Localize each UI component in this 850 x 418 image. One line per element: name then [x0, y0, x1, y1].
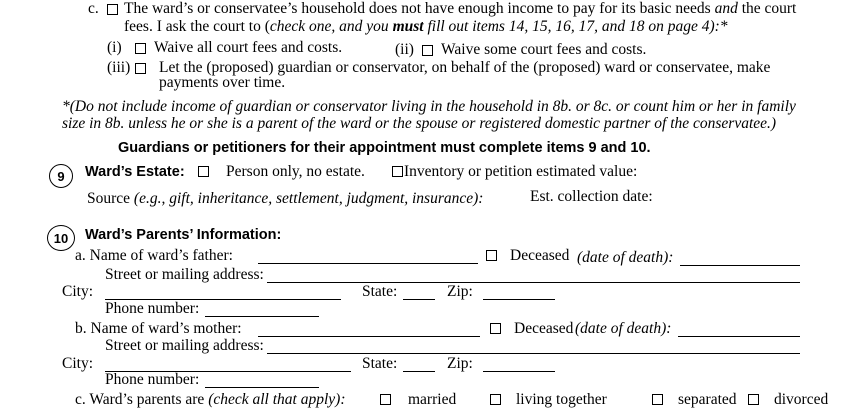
inventory-checkbox[interactable] [392, 166, 403, 177]
father-phone-field[interactable] [205, 316, 319, 317]
wards-parents-heading: Ward’s Parents’ Information: [85, 227, 282, 243]
mother-name-field[interactable] [258, 336, 480, 337]
mother-date-of-death-label: (date of death): [575, 320, 672, 337]
option-ii-label: (ii) [395, 41, 414, 58]
person-only-label: Person only, no estate. [226, 163, 365, 180]
waive-some-fees-checkbox[interactable] [422, 45, 433, 56]
person-only-checkbox[interactable] [198, 166, 209, 177]
father-name-field[interactable] [258, 263, 478, 264]
mother-deceased-checkbox[interactable] [490, 323, 501, 334]
household-insufficient-checkbox[interactable] [107, 4, 118, 15]
mother-street-field[interactable] [267, 353, 800, 354]
separated-checkbox[interactable] [652, 394, 663, 405]
father-date-of-death-field[interactable] [680, 265, 800, 266]
mother-deceased-label: Deceased [514, 320, 574, 337]
mother-date-of-death-field[interactable] [678, 336, 800, 337]
mother-state-field[interactable] [403, 371, 435, 372]
mother-state-label: State: [362, 355, 398, 372]
father-street-label: Street or mailing address: [105, 266, 264, 283]
living-together-label: living together [516, 391, 607, 408]
mother-zip-field[interactable] [483, 371, 555, 372]
mother-phone-label: Phone number: [105, 371, 200, 388]
married-checkbox[interactable] [380, 394, 391, 405]
option-iii-label: (iii) [107, 59, 131, 76]
footnote-line1: *(Do not include income of guardian or conservator living in the household in 8b. or 8c. or count him or her in family [62, 98, 796, 115]
mother-phone-field[interactable] [205, 387, 319, 388]
item-c-text-line2: fees. I ask the court to (check one, and you must fill out items 14, 15, 16, 17, and 18 on page 4):* [124, 18, 728, 35]
option-ii-text: Waive some court fees and costs. [441, 41, 647, 58]
mother-city-label: City: [62, 355, 94, 372]
option-i-text: Waive all court fees and costs. [154, 39, 343, 56]
option-i-label: (i) [107, 39, 122, 56]
inventory-label: Inventory or petition estimated value: [404, 163, 638, 180]
ward-estate-heading: Ward’s Estate: [85, 164, 185, 180]
item-c-letter: c. [88, 0, 99, 17]
guardians-heading: Guardians or petitioners for their appointment must complete items 9 and 10. [118, 140, 651, 156]
father-state-field[interactable] [403, 299, 435, 300]
option-iii-text: Let the (proposed) guardian or conservator, on behalf of the (proposed) ward or conservatee, make [159, 59, 771, 76]
father-city-label: City: [62, 283, 94, 300]
item-9-number: 9 [49, 164, 73, 188]
item-10-number: 10 [47, 225, 75, 251]
father-street-field[interactable] [267, 282, 800, 283]
father-phone-label: Phone number: [105, 300, 200, 317]
waive-all-fees-checkbox[interactable] [135, 43, 146, 54]
father-zip-field[interactable] [483, 299, 555, 300]
mother-name-label: b. Name of ward’s mother: [75, 320, 242, 337]
father-name-label: a. Name of ward’s father: [75, 247, 233, 264]
father-deceased-label: Deceased [510, 247, 570, 264]
est-collection-date-label: Est. collection date: [530, 188, 653, 205]
option-iii-text-line2: payments over time. [159, 74, 286, 91]
separated-label: separated [678, 391, 737, 408]
father-state-label: State: [362, 283, 398, 300]
father-date-of-death-label: (date of death): [577, 249, 674, 266]
divorced-checkbox[interactable] [748, 394, 759, 405]
father-deceased-checkbox[interactable] [486, 250, 497, 261]
mother-zip-label: Zip: [447, 355, 473, 372]
mother-street-label: Street or mailing address: [105, 337, 264, 354]
item-c-text-line1: The ward’s or conservatee’s household does not have enough income to pay for its basic needs and the court [124, 0, 797, 17]
divorced-label: divorced [774, 391, 829, 408]
parents-status-label: c. Ward’s parents are (check all that apply): [75, 391, 346, 408]
source-label: Source (e.g., gift, inheritance, settlement, judgment, insurance): [87, 190, 484, 207]
married-label: married [408, 391, 457, 408]
living-together-checkbox[interactable] [490, 394, 501, 405]
footnote-line2: size in 8b. unless he or she is a parent of the ward or the spouse or registered domestic partner of the conservatee.) [62, 115, 777, 132]
father-zip-label: Zip: [447, 283, 473, 300]
payments-over-time-checkbox[interactable] [135, 63, 146, 74]
